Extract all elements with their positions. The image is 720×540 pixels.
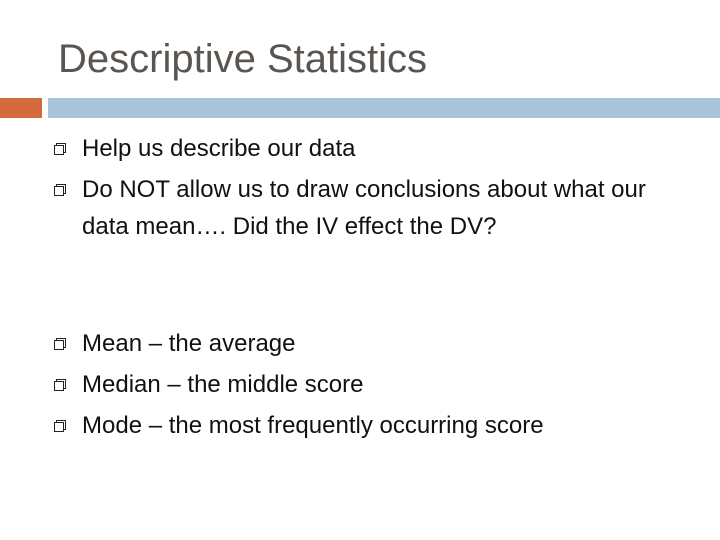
bullet-text: Median – the middle score — [82, 371, 364, 398]
bullet-text: Mean – the average — [82, 330, 296, 357]
square-outline-icon — [54, 379, 67, 392]
bullet-text: Mode – the most frequently occurring score — [82, 412, 544, 439]
square-outline-icon — [54, 338, 67, 351]
square-outline-icon — [54, 420, 67, 433]
square-outline-icon — [54, 143, 67, 156]
bullet-front-square — [54, 381, 64, 391]
bullet-front-square — [54, 145, 64, 155]
bullet-front-square — [54, 186, 64, 196]
slide-title: Descriptive Statistics — [58, 37, 427, 81]
bullet-front-square — [54, 340, 64, 350]
bullet-text: Help us describe our data — [82, 135, 356, 162]
bullet-text: Do NOT allow us to draw conclusions about what our data mean…. Did the IV effect the DV? — [82, 176, 646, 240]
bullet-front-square — [54, 422, 64, 432]
square-outline-icon — [54, 184, 67, 197]
